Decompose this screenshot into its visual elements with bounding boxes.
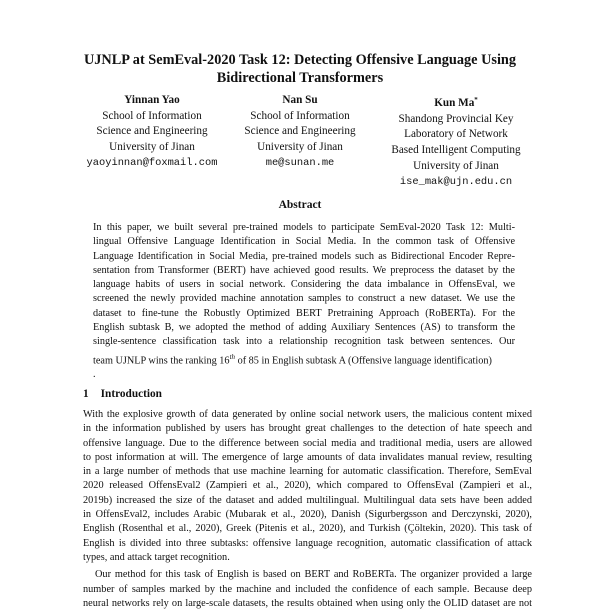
author-yinnan-yao [84, 93, 220, 172]
abstract-line-ranking [93, 350, 515, 369]
abstract-body [93, 221, 515, 383]
paper-title-line-2: Bidirectional Transformers [216, 70, 384, 86]
abstract-line: English subtask B, we adopted the method of adding Auxiliary Sentences (AS) to transform the [93, 322, 515, 334]
body-line: neural networks rely on large-scale datasets, the results obtained when using only the OLID dataset are not [83, 597, 532, 609]
abstract-line: single-sentence classification task into a relationship recognition task between sentences. Our [93, 336, 515, 348]
abstract-line: sentation from Transformer (BERT) have achieved good results. We preprocess the dataset by the [93, 264, 515, 276]
author-block [0, 93, 600, 188]
author-name-text: Kun Ma [434, 97, 475, 109]
author-affiliation: Shandong Provincial Key [398, 112, 514, 125]
corresponding-author-mark: * [474, 96, 478, 104]
author-affiliation: Based Intelligent Computing [391, 144, 521, 157]
author-affiliation: Science and Engineering [96, 125, 208, 138]
author-name: Yinnan Yao [124, 94, 180, 106]
author-kun-ma [373, 93, 539, 190]
section-heading-introduction [83, 388, 162, 400]
body-line: offensive language. Due to the difference between social media and traditional media, users are allowed [83, 437, 532, 449]
introduction-paragraph-2 [83, 568, 532, 611]
body-line: types, and attack target recognition. [83, 551, 230, 563]
author-affiliation: University of Jinan [257, 141, 343, 154]
abstract-line: lingual Offensive Language Identification in Social Media. In the common task of Offensive [93, 236, 515, 248]
body-line: number of samples marked by the machine and included the confidence of each sample. Because deep [83, 583, 532, 595]
introduction-paragraph-1 [83, 408, 532, 565]
introduction-body [83, 408, 532, 611]
author-affiliation: Laboratory of Network [404, 128, 508, 141]
author-affiliation: School of Information [102, 109, 202, 122]
body-line: Our method for this task of English is based on BERT and RoBERTa. The organizer provided a large [95, 569, 532, 581]
author-email[interactable]: yaoyinnan@foxmail.com [86, 156, 218, 169]
body-line: English is divided into three subtasks: offensive language recognition, automatic classification of attack [83, 537, 532, 549]
abstract-line: Language Identification in Social Media, pre-trained models such as Bidirectional Encoder Repre- [93, 250, 515, 262]
section-number: 1 [83, 388, 89, 400]
abstract-heading: Abstract [278, 199, 322, 211]
body-line: English (Rosenthal et al., 2020), Greek (Pitenis et al., 2020), and Turkish (Çöltekin, 2020). This task of [83, 523, 532, 535]
body-line: in the information published by users has brought great challenges to the detection of hate speech and [83, 423, 532, 435]
author-affiliation: School of Information [250, 109, 350, 122]
body-line: to post information at will. The emergence of large amounts of data invalidates manual review, resulting [83, 451, 532, 463]
ranking-ordinal-suffix: th [229, 352, 236, 361]
body-line: 2019b) increased the size of the dataset and added multilingual. Multilingual data sets have been added [83, 494, 532, 506]
body-line: 2020 released OffensEval2 (Zampieri et al., 2020), which compared to OffensEval (Zampieri et al., [83, 480, 532, 492]
author-nan-su [232, 93, 368, 172]
abstract-ranking-pre: team UJNLP wins the ranking 16 [93, 355, 230, 367]
author-affiliation: University of Jinan [109, 141, 195, 154]
abstract-line: In this paper, we built several pre-trained models to participate SemEval-2020 Task 12: Multi- [93, 222, 515, 233]
section-title: Introduction [100, 388, 162, 400]
paper-title-line-1: UJNLP at SemEval-2020 Task 12: Detecting Offensive Language Using [83, 52, 517, 68]
body-line: in a large number of methods that use machine learning for automatic classification. Therefore, SemEval [83, 466, 532, 478]
paper-title [60, 51, 540, 87]
abstract-line: screened the newly provided machine annotation samples to construct a new dataset. We use the [93, 293, 515, 305]
abstract-trailing-period: . [93, 369, 96, 381]
body-line: in OffensEval2, includes Arabic (Mubarak et al., 2020), Danish (Sigurbergsson and Derczynski, 2020), [83, 509, 532, 521]
author-affiliation: Science and Engineering [244, 125, 356, 138]
abstract-line: language habits of users in social network. Considering the data imbalance in OffensEval, we [93, 279, 515, 291]
abstract-ranking-post: of 85 in English subtask A (Offensive language identification) [235, 355, 492, 367]
author-email[interactable]: me@sunan.me [265, 156, 335, 169]
author-email[interactable]: ise_mak@ujn.edu.cn [399, 175, 513, 188]
body-line: With the explosive growth of data generated by online social network users, the malicious content mixed [83, 409, 532, 420]
abstract-line: dataset to fine-tune the Robustly Optimized BERT Pretraining Approach (RoBERTa). For the [93, 307, 515, 319]
author-name [373, 93, 539, 112]
author-affiliation: University of Jinan [413, 159, 499, 172]
author-name: Nan Su [282, 94, 318, 106]
